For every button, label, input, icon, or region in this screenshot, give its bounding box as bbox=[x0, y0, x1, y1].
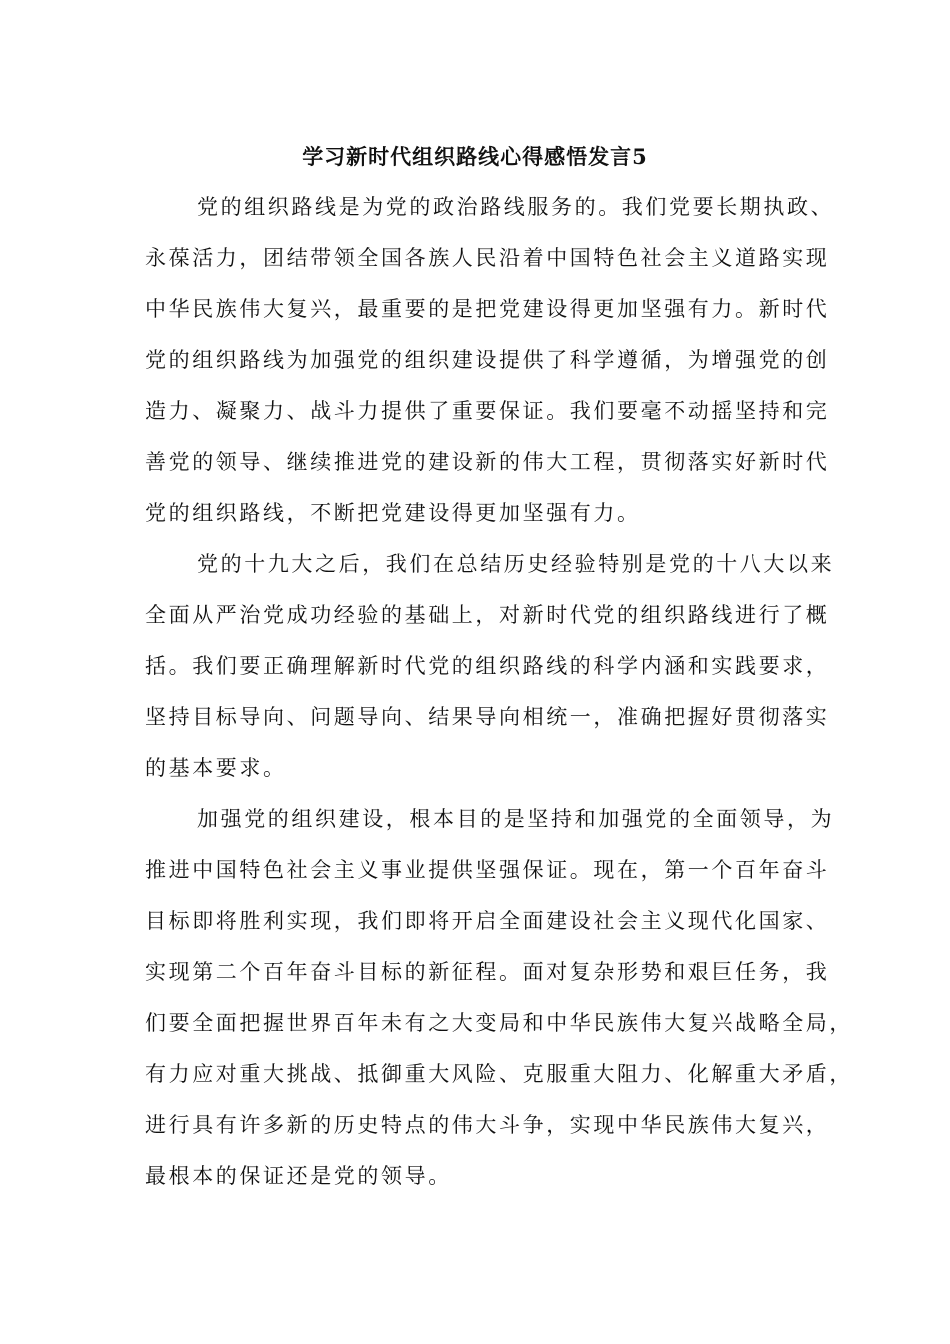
paragraph-2-line-1: 党的十九大之后，我们在总结历史经验特别是党的十八大以来 bbox=[197, 552, 835, 576]
paragraph-1-line-7: 党的组织路线，不断把党建设得更加坚强有力。 bbox=[145, 501, 641, 525]
paragraph-3-line-3: 目标即将胜利实现，我们即将开启全面建设社会主义现代化国家、 bbox=[145, 909, 830, 933]
paragraph-2-line-5: 的基本要求。 bbox=[145, 756, 287, 780]
paragraph-1-line-4: 党的组织路线为加强党的组织建设提供了科学遵循，为增强党的创 bbox=[145, 348, 830, 372]
paragraph-3-line-6: 有力应对重大挑战、抵御重大风险、克服重大阻力、化解重大矛盾， bbox=[145, 1062, 853, 1086]
paragraph-3-line-2: 推进中国特色社会主义事业提供坚强保证。现在，第一个百年奋斗 bbox=[145, 858, 830, 882]
paragraph-1-line-1: 党的组织路线是为党的政治路线服务的。我们党要长期执政、 bbox=[197, 195, 835, 219]
paragraph-1-line-2: 永葆活力，团结带领全国各族人民沿着中国特色社会主义道路实现 bbox=[145, 246, 830, 270]
paragraph-2-line-2: 全面从严治党成功经验的基础上，对新时代党的组织路线进行了概 bbox=[145, 603, 830, 627]
paragraph-1-line-3: 中华民族伟大复兴，最重要的是把党建设得更加坚强有力。新时代 bbox=[145, 297, 830, 321]
paragraph-3-line-8: 最根本的保证还是党的领导。 bbox=[145, 1164, 452, 1188]
paragraph-3-line-1: 加强党的组织建设，根本目的是坚持和加强党的全面领导，为 bbox=[197, 807, 835, 831]
paragraph-1-line-6: 善党的领导、继续推进党的建设新的伟大工程，贯彻落实好新时代 bbox=[145, 450, 830, 474]
paragraph-3-line-7: 进行具有许多新的历史特点的伟大斗争，实现中华民族伟大复兴， bbox=[145, 1113, 830, 1137]
paragraph-1-line-5: 造力、凝聚力、战斗力提供了重要保证。我们要毫不动摇坚持和完 bbox=[145, 399, 830, 423]
paragraph-3-line-4: 实现第二个百年奋斗目标的新征程。面对复杂形势和艰巨任务，我 bbox=[145, 960, 830, 984]
paragraph-2-line-4: 坚持目标导向、问题导向、结果导向相统一，准确把握好贯彻落实 bbox=[145, 705, 830, 729]
paragraph-3-line-5: 们要全面把握世界百年未有之大变局和中华民族伟大复兴战略全局， bbox=[145, 1011, 853, 1035]
paragraph-2-line-3: 括。我们要正确理解新时代党的组织路线的科学内涵和实践要求， bbox=[145, 654, 830, 678]
document-title: 学习新时代组织路线心得感悟发言5 bbox=[302, 144, 648, 169]
